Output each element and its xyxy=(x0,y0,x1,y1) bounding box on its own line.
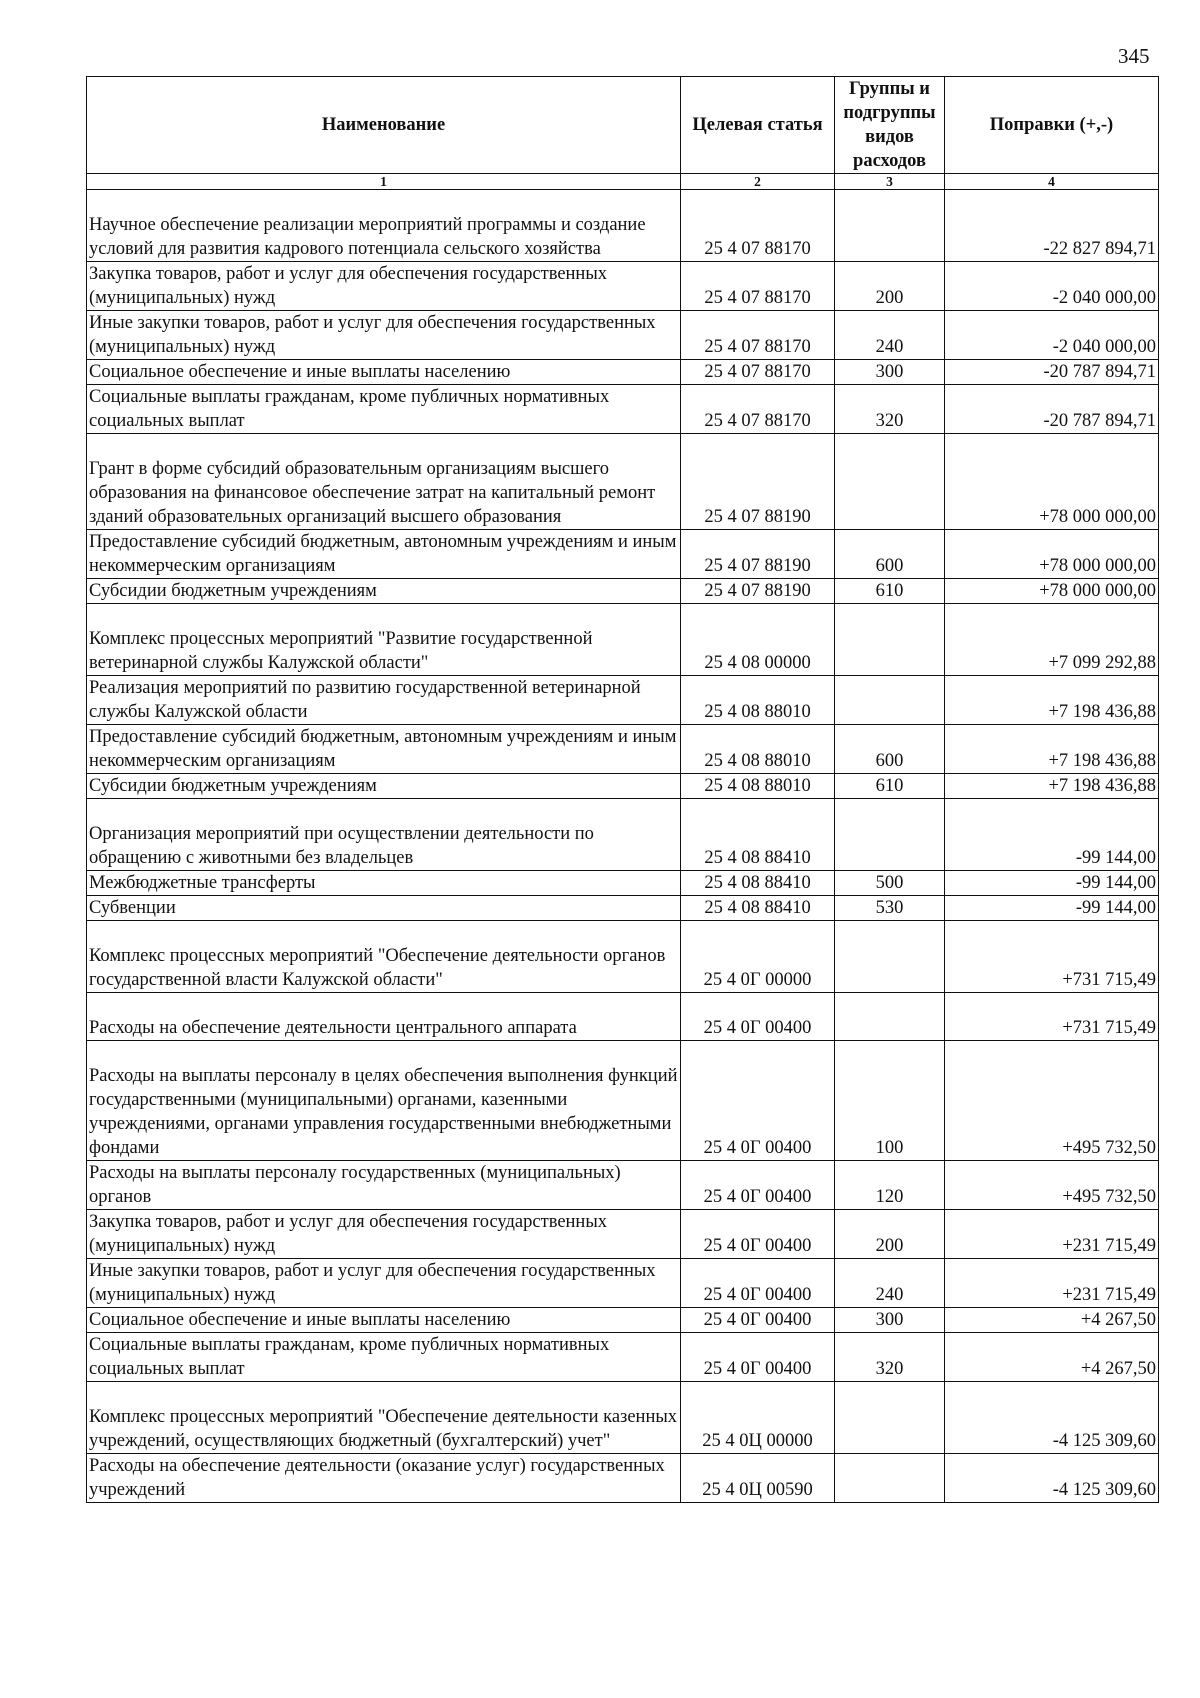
table-row xyxy=(87,1382,1159,1454)
column-number: 4 xyxy=(945,174,1159,190)
row-target-code: 25 4 07 88170 xyxy=(681,190,835,262)
row-expense-group: 530 xyxy=(835,896,945,921)
row-expense-group xyxy=(835,1454,945,1503)
row-amount: +731 715,49 xyxy=(945,993,1159,1041)
row-name: Иные закупки товаров, работ и услуг для обеспечения государственных (муниципальных) нужд xyxy=(87,311,681,360)
row-amount: -4 125 309,60 xyxy=(945,1454,1159,1503)
row-name: Научное обеспечение реализации мероприятий программы и создание условий для развития кадрового потенциала сельского хозяйства xyxy=(87,190,681,262)
row-name: Закупка товаров, работ и услуг для обеспечения государственных (муниципальных) нужд xyxy=(87,1210,681,1259)
row-target-code: 25 4 0Г 00400 xyxy=(681,993,835,1041)
row-expense-group xyxy=(835,799,945,871)
row-amount: +78 000 000,00 xyxy=(945,579,1159,604)
row-target-code: 25 4 08 88410 xyxy=(681,871,835,896)
table-row xyxy=(87,774,1159,799)
row-target-code: 25 4 08 00000 xyxy=(681,604,835,676)
row-amount: -99 144,00 xyxy=(945,799,1159,871)
row-name: Социальное обеспечение и иные выплаты населению xyxy=(87,360,681,385)
row-expense-group: 300 xyxy=(835,360,945,385)
row-amount: +7 099 292,88 xyxy=(945,604,1159,676)
table-row xyxy=(87,725,1159,774)
row-expense-group: 120 xyxy=(835,1161,945,1210)
header-amendments: Поправки (+,-) xyxy=(945,77,1159,174)
row-expense-group xyxy=(835,993,945,1041)
table-row xyxy=(87,799,1159,871)
row-expense-group xyxy=(835,434,945,530)
table-row xyxy=(87,311,1159,360)
row-amount: +78 000 000,00 xyxy=(945,530,1159,579)
row-target-code: 25 4 0Г 00400 xyxy=(681,1333,835,1382)
row-target-code: 25 4 0Г 00400 xyxy=(681,1210,835,1259)
row-name: Комплекс процессных мероприятий "Развитие государственной ветеринарной службы Калужской области" xyxy=(87,604,681,676)
row-target-code: 25 4 07 88190 xyxy=(681,530,835,579)
row-name: Субсидии бюджетным учреждениям xyxy=(87,579,681,604)
row-amount: +4 267,50 xyxy=(945,1333,1159,1382)
table-row xyxy=(87,676,1159,725)
column-number: 3 xyxy=(835,174,945,190)
row-target-code: 25 4 07 88170 xyxy=(681,360,835,385)
row-amount: -2 040 000,00 xyxy=(945,262,1159,311)
row-expense-group xyxy=(835,190,945,262)
row-name: Расходы на выплаты персоналу в целях обеспечения выполнения функций государственными (муниципальными) органами, казенными учреждениями, органами управления государственными внебюджетными фондами xyxy=(87,1041,681,1161)
row-target-code: 25 4 0Г 00400 xyxy=(681,1041,835,1161)
table-row xyxy=(87,1210,1159,1259)
column-number-row xyxy=(87,174,1159,190)
row-target-code: 25 4 07 88170 xyxy=(681,385,835,434)
row-amount: +231 715,49 xyxy=(945,1210,1159,1259)
row-target-code: 25 4 0Г 00400 xyxy=(681,1161,835,1210)
row-name: Организация мероприятий при осуществлении деятельности по обращению с животными без владельцев xyxy=(87,799,681,871)
table-row xyxy=(87,579,1159,604)
row-name: Межбюджетные трансферты xyxy=(87,871,681,896)
table-row xyxy=(87,921,1159,993)
row-expense-group: 300 xyxy=(835,1308,945,1333)
page-number: 345 xyxy=(1118,44,1150,68)
row-name: Социальные выплаты гражданам, кроме публичных нормативных социальных выплат xyxy=(87,1333,681,1382)
row-amount: +78 000 000,00 xyxy=(945,434,1159,530)
table-row xyxy=(87,434,1159,530)
row-name: Социальные выплаты гражданам, кроме публичных нормативных социальных выплат xyxy=(87,385,681,434)
row-target-code: 25 4 07 88190 xyxy=(681,434,835,530)
row-name: Предоставление субсидий бюджетным, автономным учреждениям и иным некоммерческим организациям xyxy=(87,530,681,579)
table-row xyxy=(87,360,1159,385)
row-amount: -2 040 000,00 xyxy=(945,311,1159,360)
header-target: Целевая статья xyxy=(681,77,835,174)
row-name: Комплекс процессных мероприятий "Обеспечение деятельности казенных учреждений, осуществляющих бюджетный (бухгалтерский) учет" xyxy=(87,1382,681,1454)
row-amount: -99 144,00 xyxy=(945,896,1159,921)
header-groups: Группы и подгруппы видов расходов xyxy=(835,77,945,174)
row-expense-group: 610 xyxy=(835,774,945,799)
row-expense-group: 600 xyxy=(835,530,945,579)
row-expense-group: 100 xyxy=(835,1041,945,1161)
table-row xyxy=(87,1041,1159,1161)
row-name: Иные закупки товаров, работ и услуг для обеспечения государственных (муниципальных) нужд xyxy=(87,1259,681,1308)
row-target-code: 25 4 07 88170 xyxy=(681,311,835,360)
row-amount: -4 125 309,60 xyxy=(945,1382,1159,1454)
row-target-code: 25 4 0Г 00400 xyxy=(681,1259,835,1308)
row-name: Субсидии бюджетным учреждениям xyxy=(87,774,681,799)
row-target-code: 25 4 08 88410 xyxy=(681,896,835,921)
table-row xyxy=(87,190,1159,262)
row-expense-group: 200 xyxy=(835,1210,945,1259)
row-amount: +495 732,50 xyxy=(945,1161,1159,1210)
table-row xyxy=(87,1161,1159,1210)
row-amount: -20 787 894,71 xyxy=(945,385,1159,434)
row-target-code: 25 4 07 88190 xyxy=(681,579,835,604)
header-name: Наименование xyxy=(87,77,681,174)
row-expense-group xyxy=(835,1382,945,1454)
table-row xyxy=(87,993,1159,1041)
row-target-code: 25 4 08 88010 xyxy=(681,774,835,799)
row-name: Субвенции xyxy=(87,896,681,921)
row-amount: -20 787 894,71 xyxy=(945,360,1159,385)
row-expense-group: 200 xyxy=(835,262,945,311)
row-expense-group: 500 xyxy=(835,871,945,896)
table-row xyxy=(87,1333,1159,1382)
table-row xyxy=(87,896,1159,921)
row-amount: +731 715,49 xyxy=(945,921,1159,993)
row-name: Расходы на выплаты персоналу государственных (муниципальных) органов xyxy=(87,1161,681,1210)
row-expense-group xyxy=(835,921,945,993)
row-name: Комплекс процессных мероприятий "Обеспечение деятельности органов государственной власти Калужской области" xyxy=(87,921,681,993)
table-row xyxy=(87,1454,1159,1503)
row-target-code: 25 4 0Г 00400 xyxy=(681,1308,835,1333)
row-name: Реализация мероприятий по развитию государственной ветеринарной службы Калужской области xyxy=(87,676,681,725)
row-amount: +7 198 436,88 xyxy=(945,725,1159,774)
row-expense-group: 320 xyxy=(835,1333,945,1382)
row-name: Социальное обеспечение и иные выплаты населению xyxy=(87,1308,681,1333)
table-row xyxy=(87,262,1159,311)
row-expense-group: 240 xyxy=(835,1259,945,1308)
row-expense-group: 320 xyxy=(835,385,945,434)
table-row xyxy=(87,1259,1159,1308)
budget-amendments-table xyxy=(86,76,1159,1503)
row-amount: +231 715,49 xyxy=(945,1259,1159,1308)
column-number: 2 xyxy=(681,174,835,190)
row-expense-group: 600 xyxy=(835,725,945,774)
table-row xyxy=(87,604,1159,676)
row-name: Закупка товаров, работ и услуг для обеспечения государственных (муниципальных) нужд xyxy=(87,262,681,311)
row-expense-group: 240 xyxy=(835,311,945,360)
table-row xyxy=(87,871,1159,896)
row-target-code: 25 4 08 88010 xyxy=(681,725,835,774)
row-amount: +495 732,50 xyxy=(945,1041,1159,1161)
row-target-code: 25 4 08 88410 xyxy=(681,799,835,871)
row-name: Расходы на обеспечение деятельности (оказание услуг) государственных учреждений xyxy=(87,1454,681,1503)
row-amount: -99 144,00 xyxy=(945,871,1159,896)
table-row xyxy=(87,1308,1159,1333)
row-expense-group: 610 xyxy=(835,579,945,604)
table-row xyxy=(87,385,1159,434)
table-row xyxy=(87,530,1159,579)
header-row xyxy=(87,77,1159,174)
column-number: 1 xyxy=(87,174,681,190)
row-expense-group xyxy=(835,676,945,725)
row-name: Грант в форме субсидий образовательным организациям высшего образования на финансовое обеспечение затрат на капитальный ремонт зданий образовательных организаций высшего образования xyxy=(87,434,681,530)
row-target-code: 25 4 07 88170 xyxy=(681,262,835,311)
row-amount: +7 198 436,88 xyxy=(945,774,1159,799)
row-target-code: 25 4 0Г 00000 xyxy=(681,921,835,993)
row-amount: +4 267,50 xyxy=(945,1308,1159,1333)
row-target-code: 25 4 0Ц 00000 xyxy=(681,1382,835,1454)
row-amount: -22 827 894,71 xyxy=(945,190,1159,262)
row-target-code: 25 4 0Ц 00590 xyxy=(681,1454,835,1503)
row-amount: +7 198 436,88 xyxy=(945,676,1159,725)
row-target-code: 25 4 08 88010 xyxy=(681,676,835,725)
row-expense-group xyxy=(835,604,945,676)
row-name: Предоставление субсидий бюджетным, автономным учреждениям и иным некоммерческим организациям xyxy=(87,725,681,774)
row-name: Расходы на обеспечение деятельности центрального аппарата xyxy=(87,993,681,1041)
